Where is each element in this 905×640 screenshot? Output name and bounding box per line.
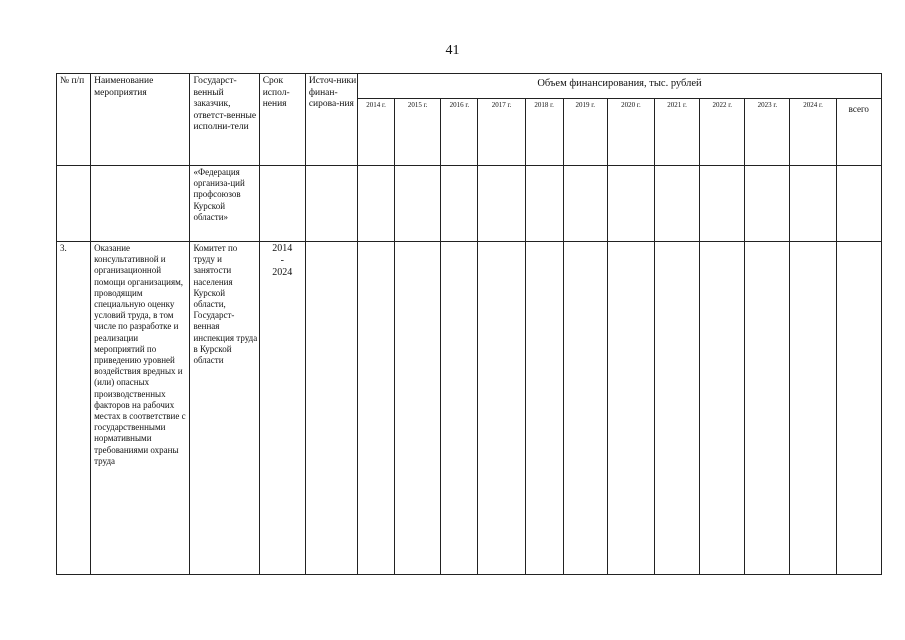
page-number: 41 [445,43,460,58]
header-year-2016: 2016 г. [441,99,478,166]
cell-2014 [358,166,395,242]
header-funding-sources: Источ-ники финан-сирова-ния [305,74,357,166]
table-row [57,242,882,575]
cell-2019 [563,166,607,242]
cell-2023 [745,242,790,575]
cell-2020 [607,166,654,242]
row-term [259,242,305,575]
header-year-2023: 2023 г. [745,99,790,166]
cell-2022 [700,166,745,242]
cell-2022 [700,242,745,575]
row-number [57,166,91,242]
cell-2021 [655,242,700,575]
header-funding-volume: Объем финансирования, тыс. рублей [358,74,882,99]
cell-2020 [607,242,654,575]
cell-2016 [441,166,478,242]
cell-2014 [358,242,395,575]
cell-total [836,242,881,575]
row-activity-name: Оказание консультативной и организационной помощи организациям, проводящим специальную оценку условий труда, в том числе по разработке и реализации мероприятий по приведению уровней воздействия вредных и (или) опасных производственных факторов на рабочих местах в соответствие с государственными нормативными требованиями охраны труда [91,242,190,575]
cell-2024 [790,242,836,575]
row-number: 3. [57,242,91,575]
header-year-2018: 2018 г. [525,99,563,166]
cell-2019 [563,242,607,575]
funding-table [56,73,882,575]
header-activity-name: Наименование мероприятия [91,74,190,166]
cell-2015 [395,242,441,575]
header-term: Срок испол-нения [259,74,305,166]
header-year-2021: 2021 г. [655,99,700,166]
cell-2021 [655,166,700,242]
row-funding-sources [305,242,357,575]
table-row [57,166,882,242]
row-state-customer: «Федерация организа-ций профсоюзов Курской области» [190,166,259,242]
cell-2015 [395,166,441,242]
cell-2018 [525,166,563,242]
cell-2023 [745,166,790,242]
header-year-2024: 2024 г. [790,99,836,166]
header-year-2014: 2014 г. [358,99,395,166]
cell-2024 [790,166,836,242]
cell-2017 [478,242,525,575]
header-number: № п/п [57,74,91,166]
header-year-2022: 2022 г. [700,99,745,166]
header-state-customer: Государст-венный заказчик, ответст-венные исполни-тели [190,74,259,166]
row-state-customer: Комитет по труду и занятости населения Курской области, Государст-венная инспекция труда в Курской области [190,242,259,575]
term-end: 2024 [272,267,293,278]
cell-2017 [478,166,525,242]
row-term [259,166,305,242]
cell-2016 [441,242,478,575]
row-activity-name [91,166,190,242]
cell-total [836,166,881,242]
term-dash: - [280,255,284,266]
header-year-2020: 2020 г. [607,99,654,166]
term-start: 2014 [272,243,293,254]
cell-2018 [525,242,563,575]
header-year-2017: 2017 г. [478,99,525,166]
row-funding-sources [305,166,357,242]
header-year-2015: 2015 г. [395,99,441,166]
header-year-2019: 2019 г. [563,99,607,166]
header-total: всего [836,99,881,166]
